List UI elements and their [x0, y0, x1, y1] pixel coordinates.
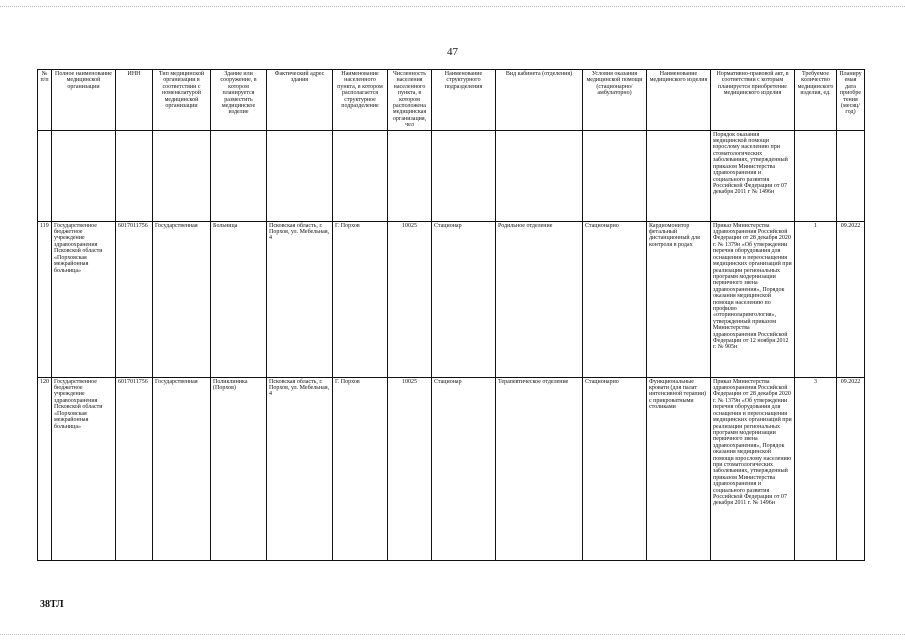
row-number: 119 — [38, 221, 52, 377]
row-number: 120 — [38, 377, 52, 560]
col-header-inn: ИНН — [116, 70, 153, 131]
address: Псковская область, г. Порхов, ул. Мебельная, 4 — [267, 377, 333, 560]
col-header-unit: Наименование структурного подразделения — [432, 70, 496, 131]
legal-act: Приказ Министерства здравоохранения Российской Федерации от 28 декабря 2020 г. № 1379н «Об утверждении перечня оборудования для оснащения и переоснащения медицинских организаций при реализации региональных программ модернизации первичного звена здравоохранения», Порядок оказания медицинской помощи населению по профилю «оториноларингология», утвержденный приказом Министерства здравоохранения Российской Федерации от 12 ноября 2012 г. № 905н — [711, 221, 795, 377]
structural-unit: Стационар — [432, 377, 496, 560]
purchase-date: 09.2022 — [837, 377, 865, 560]
quantity: 3 — [795, 377, 837, 560]
population: 10025 — [388, 221, 432, 377]
org-name: Государственное бюджетное учреждение здравоохранения Псковской области «Порховская межрайонная больница» — [52, 377, 116, 560]
care-conditions: Стационарно — [583, 377, 647, 560]
structural-unit: Стационар — [432, 221, 496, 377]
col-header-device: Наименование медицинского изделия — [647, 70, 711, 131]
care-conditions: Стационарно — [583, 221, 647, 377]
col-header-type: Тип медицинской организации в соответствии с номенклатурой медицинской организации — [153, 70, 211, 131]
col-header-act: Нормативно-правовой акт, в соответствии с которым планируется приобретение медицинского изделия — [711, 70, 795, 131]
org-name: Государственное бюджетное учреждение здравоохранения Псковской области «Порховская межрайонная больница» — [52, 221, 116, 377]
building: Поликлиника (Порхов) — [211, 377, 267, 560]
col-header-cabinet: Вид кабинета (отделения) — [496, 70, 583, 131]
org-type: Государственная — [153, 221, 211, 377]
locality: Г. Порхов — [333, 377, 388, 560]
cabinet-type: Родильное отделение — [496, 221, 583, 377]
org-type: Государственная — [153, 377, 211, 560]
inn-value: 6017011756 — [116, 377, 153, 560]
col-header-num: № п/п — [38, 70, 52, 131]
col-header-conditions: Условия оказания медицинской помощи (стационарно/ амбулаторно) — [583, 70, 647, 131]
table-header-row — [38, 70, 865, 131]
address: Псковская область, г. Порхов, ул. Мебельная, 4 — [267, 221, 333, 377]
col-header-address: Фактический адрес здания — [267, 70, 333, 131]
col-header-date: Планируемая дата приобретения (месяц/год) — [837, 70, 865, 131]
purchase-date: 09.2022 — [837, 221, 865, 377]
table-row — [38, 221, 865, 377]
col-header-org: Полное наименование медицинской организации — [52, 70, 116, 131]
col-header-building: Здание или сооружение, в котором планируется разместить медицинское изделие — [211, 70, 267, 131]
col-header-qty: Требуемое количество медицинского изделия, ед. — [795, 70, 837, 131]
document-code: 38ТЛ — [40, 599, 64, 610]
continuation-act-text: Порядок оказания медицинской помощи взрослому населению при стоматологических заболеваниях, утвержденный приказом Министерства здравоохранения и социального развития Российской Федерации от 07 декабря 2011 г № 1496н — [711, 130, 795, 221]
device-name: Кардиомонитор фетальный дистанционный для контроля в родах — [647, 221, 711, 377]
population: 10025 — [388, 377, 432, 560]
table-row-continuation — [38, 130, 865, 221]
locality: Г. Порхов — [333, 221, 388, 377]
building: Больница — [211, 221, 267, 377]
col-header-locality: Наименование населенного пункта, в котором располагается структурное подразделение — [333, 70, 388, 131]
legal-act: Приказ Министерства здравоохранения Российской Федерации от 28 декабря 2020 г. № 1379н «Об утверждении перечня оборудования для оснащения и переоснащения медицинских организаций при реализации региональных программ модернизации первичного звена здравоохранения», Порядок оказания медицинской помощи взрослому населению при стоматологических заболеваниях, утвержденный приказом Министерства здравоохранения и социального развития Российской Федерации от 07 декабря 2011 г. № 1496н — [711, 377, 795, 560]
scan-edge-top — [0, 6, 905, 7]
page-number: 47 — [447, 46, 458, 58]
equipment-table — [37, 69, 865, 561]
table-row — [38, 377, 865, 560]
inn-value: 6017011756 — [116, 221, 153, 377]
scan-edge-bottom — [0, 634, 905, 635]
quantity: 1 — [795, 221, 837, 377]
device-name: Функциональные кровати (для палат интенсивной терапии) с прикроватными столиками — [647, 377, 711, 560]
cabinet-type: Терапевтическое отделение — [496, 377, 583, 560]
col-header-population: Численность населения населенного пункта, в котором расположена медицинская организация, чел — [388, 70, 432, 131]
